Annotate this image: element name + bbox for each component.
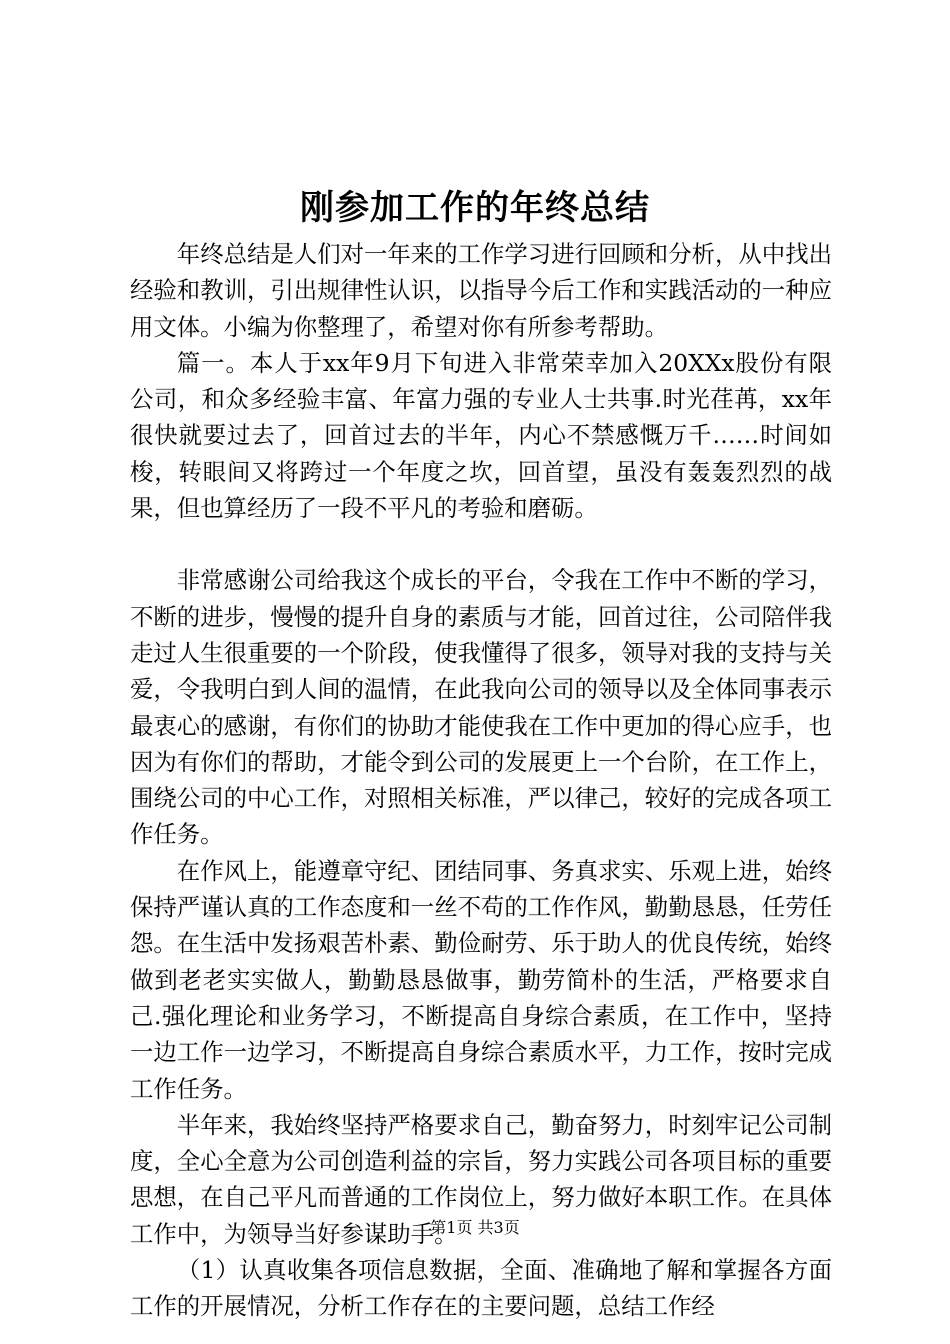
paragraph-item-one: （1）认真收集各项信息数据，全面、准确地了解和掌握各方面工作的开展情况，分析工作存在的主要问题，总结工作经 bbox=[130, 1256, 832, 1321]
document-body bbox=[130, 236, 832, 1325]
paragraph-work-style: 在作风上，能遵章守纪、团结同事、务真求实、乐观上进，始终保持严谨认真的工作态度和一丝不苟的工作作风，勤勤恳恳，任劳任怨。在生活中发扬艰苦朴素、勤俭耐劳、乐于助人的优良传统，始终做到老老实实做人，勤勤恳恳做事，勤劳简朴的生活，严格要求自己.强化理论和业务学习，不断提高自身综合素质，在工作中，坚持一边工作一边学习，不断提高自身综合素质水平，力工作，按时完成工作任务。 bbox=[130, 856, 832, 1103]
paragraph-half-year: 半年来，我始终坚持严格要求自己，勤奋努力，时刻牢记公司制度，全心全意为公司创造利益的宗旨，努力实践公司各项目标的重要思想，在自己平凡而普通的工作岗位上，努力做好本职工作。在具体工作中，为领导当好参谋助手。 bbox=[130, 1110, 832, 1248]
page-title: 刚参加工作的年终总结 bbox=[300, 188, 650, 228]
paragraph-intro: 年终总结是人们对一年来的工作学习进行回顾和分析，从中找出经验和教训，引出规律性认识，以指导今后工作和实践活动的一种应用文体。小编为你整理了，希望对你有所参考帮助。 bbox=[130, 240, 832, 341]
paragraph-thanks: 非常感谢公司给我这个成长的平台，令我在工作中不断的学习，不断的进步，慢慢的提升自身的素质与才能，回首过往，公司陪伴我走过人生很重要的一个阶段，使我懂得了很多，领导对我的支持与关爱，令我明白到人间的温情，在此我向公司的领导以及全体同事表示最衷心的感谢，有你们的协助才能使我在工作中更加的得心应手，也因为有你们的帮助，才能令到公司的发展更上一个台阶，在工作上，围绕公司的中心工作，对照相关标准，严以律己，较好的完成各项工作任务。 bbox=[130, 566, 832, 849]
paragraph-part-one: 篇一。本人于xx年9月下旬进入非常荣幸加入20XXx股份有限公司，和众多经验丰富、年富力强的专业人士共事.时光荏苒，xx年很快就要过去了，回首过去的半年，内心不禁感慨万千……时间如梭，转眼间又将跨过一个年度之坎，回首望，虽没有轰轰烈烈的战果，但也算经历了一段不平凡的考验和磨砺。 bbox=[130, 348, 832, 523]
page-footer: 第1页 共3页 bbox=[430, 1218, 520, 1237]
